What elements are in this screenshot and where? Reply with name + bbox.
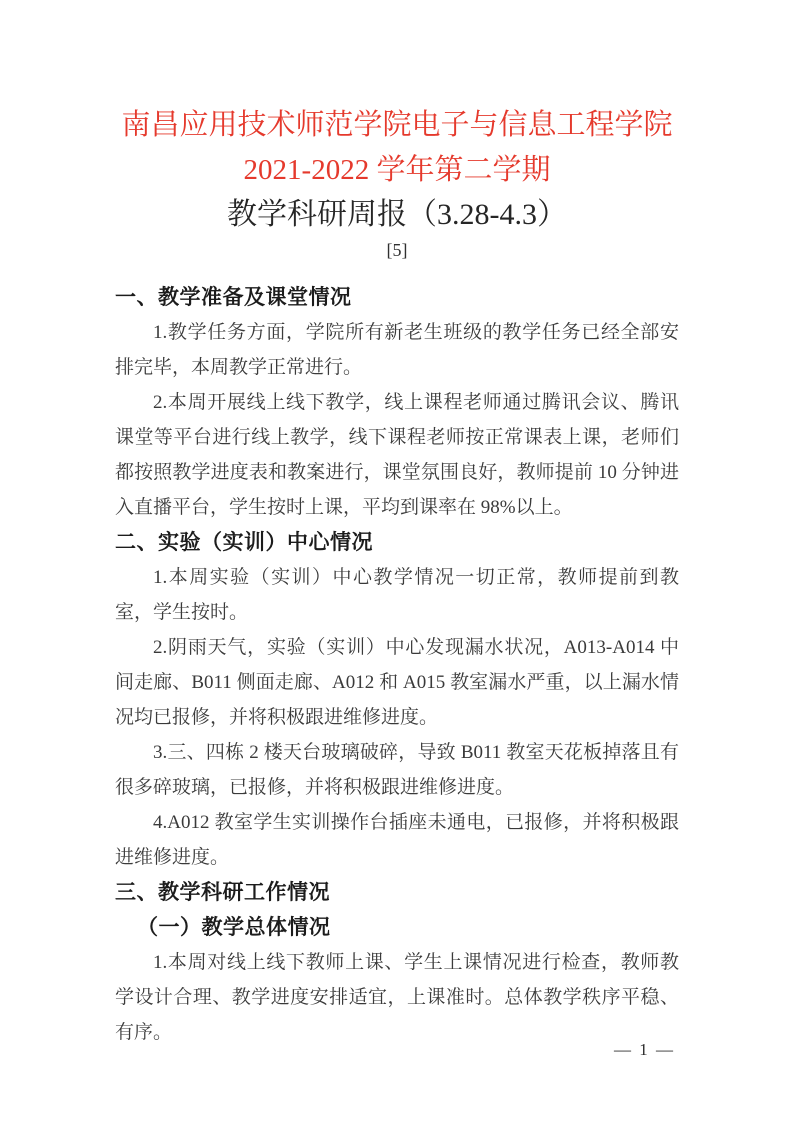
section-heading-lab-center: 二、实验（实训）中心情况 xyxy=(115,531,373,554)
paragraph-socket-power: 4.A012 教室学生实训操作台插座未通电，已报修，并将积极跟进维修进度。 xyxy=(115,812,679,868)
paragraph-teaching-tasks: 1.教学任务方面，学院所有新老生班级的教学任务已经全部安排完毕，本周教学正常进行。 xyxy=(115,322,679,378)
page-number: — 1 — xyxy=(614,1040,675,1059)
issue-number: [5] xyxy=(386,240,408,260)
subsection-heading-overall-teaching: （一）教学总体情况 xyxy=(137,916,331,939)
document-subtitle: 教学科研周报（3.28-4.3） xyxy=(227,198,567,231)
paragraph-lab-leak: 2.阴雨天气，实验（实训）中心发现漏水状况，A013-A014 中间走廊、B011 侧面走廊、A012 和 A015 教室漏水严重，以上漏水情况均已报修，并将积极跟进维修进度。 xyxy=(115,637,679,728)
paragraph-teaching-inspection: 1.本周对线上线下教师上课、学生上课情况进行检查，教师教学设计合理、教学进度安排适宜，上课准时。总体教学秩序平稳、有序。 xyxy=(115,952,679,1043)
section-heading-research-work: 三、教学科研工作情况 xyxy=(115,881,330,904)
paragraph-broken-glass: 3.三、四栋 2 楼天台玻璃破碎，导致 B011 教室天花板掉落且有很多碎玻璃，已报修，并将积极跟进维修进度。 xyxy=(115,742,679,798)
section-heading-teaching-preparation: 一、教学准备及课堂情况 xyxy=(115,286,352,309)
paragraph-online-offline-teaching: 2.本周开展线上线下教学，线上课程老师通过腾讯会议、腾讯课堂等平台进行线上教学，线下课程老师按正常课表上课，老师们都按照教学进度表和教案进行，课堂氛围良好，教师提前 10 分钟进入直播平台，学生按时上课，平均到课率在 98%以上。 xyxy=(115,392,679,518)
document-title-line-2: 2021-2022 学年第二学期 xyxy=(243,154,551,186)
paragraph-lab-normal: 1.本周实验（实训）中心教学情况一切正常，教师提前到教室，学生按时。 xyxy=(115,567,679,623)
document-content xyxy=(115,103,679,1050)
document-title-line-1: 南昌应用技术师范学院电子与信息工程学院 xyxy=(121,109,673,141)
